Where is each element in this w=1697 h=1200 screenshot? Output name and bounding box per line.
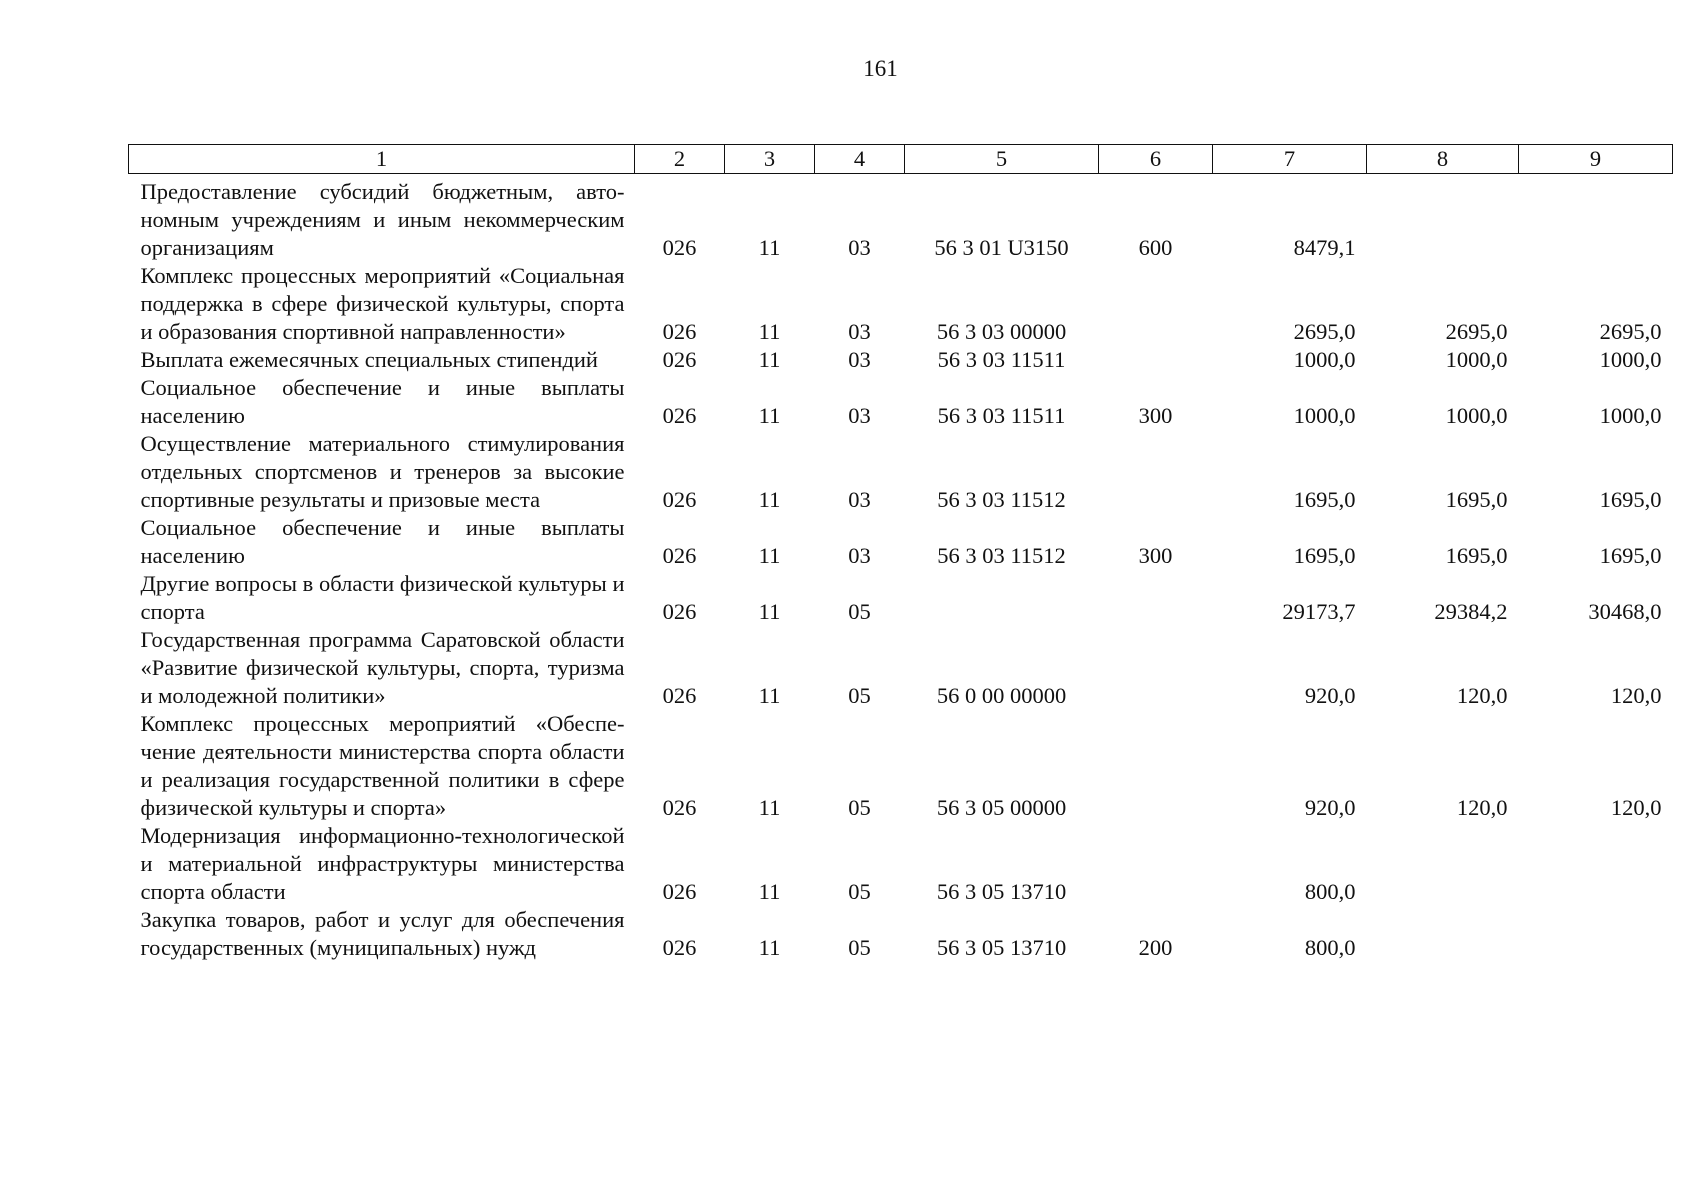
row-amount-col-9 [1519,174,1673,263]
row-subsection-code: 03 [848,235,871,260]
row-expense-type: 300 [1138,403,1173,428]
row-amount-col-9: 1695,0 [1599,487,1662,512]
table-header [129,145,1673,174]
row-amount-col-7: 1695,0 [1293,543,1356,568]
table-row [129,626,1673,710]
row-target-article: 56 3 03 11511 [937,347,1066,372]
table-row [129,374,1673,430]
row-target-article: 56 3 05 00000 [936,795,1067,820]
row-amount-col-8: 1695,0 [1445,487,1508,512]
row-subsection-code: 03 [848,543,871,568]
row-name: Комплекс процессных мероприятий «Социальная поддержка в сфере физической культуры, спорта и образования спортивной направленности» [140,263,625,344]
row-amount-col-7: 8479,1 [1293,235,1356,260]
row-subsection-code: 03 [848,319,871,344]
row-ministry-code: 026 [662,403,697,428]
row-ministry-code: 026 [662,543,697,568]
row-amount-col-7: 800,0 [1304,935,1356,960]
row-ministry-code: 026 [662,935,697,960]
row-amount-col-8: 2695,0 [1445,319,1508,344]
row-subsection-code: 05 [848,879,871,904]
row-ministry-code: 026 [662,319,697,344]
row-amount-col-9: 1695,0 [1599,543,1662,568]
row-ministry-code: 026 [662,879,697,904]
row-amount-col-7: 1695,0 [1293,487,1356,512]
row-subsection-code: 05 [848,683,871,708]
table-row [129,174,1673,263]
row-amount-col-7: 1000,0 [1293,347,1356,372]
row-amount-col-7: 2695,0 [1293,319,1356,344]
row-section-code: 11 [758,879,781,904]
row-amount-col-7: 920,0 [1304,795,1356,820]
header-col-8: 8 [1367,145,1519,174]
row-name: Государственная программа Саратовской области «Развитие физической культуры, спорта, туризма и молодежной политики» [140,627,625,708]
row-section-code: 11 [758,319,781,344]
row-expense-type [1099,822,1213,906]
row-expense-type: 200 [1138,935,1173,960]
page-number: 161 [863,56,898,81]
row-name: Модернизация информационно-технологической и материальной инфраструктуры министерства спорта области [140,823,625,904]
row-section-code: 11 [758,599,781,624]
budget-table [128,144,1673,962]
row-subsection-code: 03 [848,403,871,428]
row-target-article: 56 3 03 11512 [937,487,1066,512]
row-ministry-code: 026 [662,347,697,372]
table-row [129,570,1673,626]
row-ministry-code: 026 [662,487,697,512]
row-section-code: 11 [758,935,781,960]
row-target-article: 56 3 05 13710 [936,879,1067,904]
table-row [129,822,1673,906]
row-section-code: 11 [758,487,781,512]
row-amount-col-9: 30468,0 [1588,599,1662,624]
row-name: Другие вопросы в области физической культуры и спорта [140,571,625,624]
header-col-2: 2 [635,145,725,174]
row-expense-type [1099,430,1213,514]
row-ministry-code: 026 [662,795,697,820]
header-col-1: 1 [129,145,635,174]
row-expense-type [1099,626,1213,710]
row-target-article: 56 3 03 11511 [937,403,1066,428]
row-target-article: 56 3 05 13710 [936,935,1067,960]
row-amount-col-9 [1519,822,1673,906]
row-amount-col-9: 1000,0 [1599,403,1662,428]
row-amount-col-8: 120,0 [1456,795,1508,820]
row-amount-col-8: 29384,2 [1434,599,1508,624]
row-section-code: 11 [758,683,781,708]
table-body [129,174,1673,963]
header-col-4: 4 [815,145,905,174]
row-section-code: 11 [758,235,781,260]
row-name: Выплата ежемесячных специальных стипендий [140,347,598,372]
header-col-9: 9 [1519,145,1673,174]
row-amount-col-8: 120,0 [1456,683,1508,708]
row-amount-col-8 [1367,822,1519,906]
row-subsection-code: 05 [848,599,871,624]
header-col-3: 3 [725,145,815,174]
table-row [129,430,1673,514]
row-amount-col-7: 1000,0 [1293,403,1356,428]
row-target-article: 56 3 03 11512 [937,543,1066,568]
row-subsection-code: 05 [848,795,871,820]
row-section-code: 11 [758,403,781,428]
table-row [129,906,1673,962]
row-subsection-code: 05 [848,935,871,960]
header-row [129,145,1673,174]
header-col-5: 5 [905,145,1099,174]
row-amount-col-8: 1695,0 [1445,543,1508,568]
row-target-article [905,570,1099,626]
row-name: Закупка товаров, работ и услуг для обеспечения государственных (муниципальных) нужд [140,907,625,960]
row-name: Социальное обеспечение и иные выплаты населению [140,375,625,428]
row-amount-col-7: 29173,7 [1282,599,1356,624]
row-expense-type [1099,710,1213,822]
row-amount-col-9: 120,0 [1610,683,1662,708]
row-amount-col-8 [1367,906,1519,962]
row-expense-type [1099,570,1213,626]
row-name: Социальное обеспечение и иные выплаты населению [140,515,625,568]
row-amount-col-7: 920,0 [1304,683,1356,708]
row-subsection-code: 03 [848,347,871,372]
row-expense-type: 600 [1138,235,1173,260]
row-target-article: 56 3 03 00000 [936,319,1067,344]
row-section-code: 11 [758,795,781,820]
row-expense-type: 300 [1138,543,1173,568]
table-row [129,514,1673,570]
row-ministry-code: 026 [662,599,697,624]
row-amount-col-9 [1519,906,1673,962]
row-subsection-code: 03 [848,487,871,512]
row-amount-col-8: 1000,0 [1445,403,1508,428]
row-amount-col-8 [1367,174,1519,263]
row-section-code: 11 [758,347,781,372]
row-target-article: 56 3 01 U3150 [934,235,1069,260]
row-name: Осуществление материального стимулирования отдельных спортсменов и тренеров за высокие спортивные результаты и призовые места [140,431,625,512]
row-ministry-code: 026 [662,683,697,708]
table-row [129,710,1673,822]
table-row [129,346,1673,374]
row-expense-type [1099,346,1213,374]
table-row [129,262,1673,346]
header-col-6: 6 [1099,145,1213,174]
row-section-code: 11 [758,543,781,568]
row-amount-col-7: 800,0 [1304,879,1356,904]
row-name: Комплекс процессных мероприятий «Обеспечение деятельности министерства спорта области и реализация государственной политики в сфере физической культуры и спорта» [140,711,625,820]
row-target-article: 56 0 00 00000 [936,683,1067,708]
header-col-7: 7 [1213,145,1367,174]
row-expense-type [1099,262,1213,346]
row-amount-col-9: 120,0 [1610,795,1662,820]
row-amount-col-9: 2695,0 [1599,319,1662,344]
row-amount-col-9: 1000,0 [1599,347,1662,372]
row-name: Предоставление субсидий бюджетным, автономным учреждениям и иным некоммерческим организациям [140,179,625,260]
row-ministry-code: 026 [662,235,697,260]
row-amount-col-8: 1000,0 [1445,347,1508,372]
